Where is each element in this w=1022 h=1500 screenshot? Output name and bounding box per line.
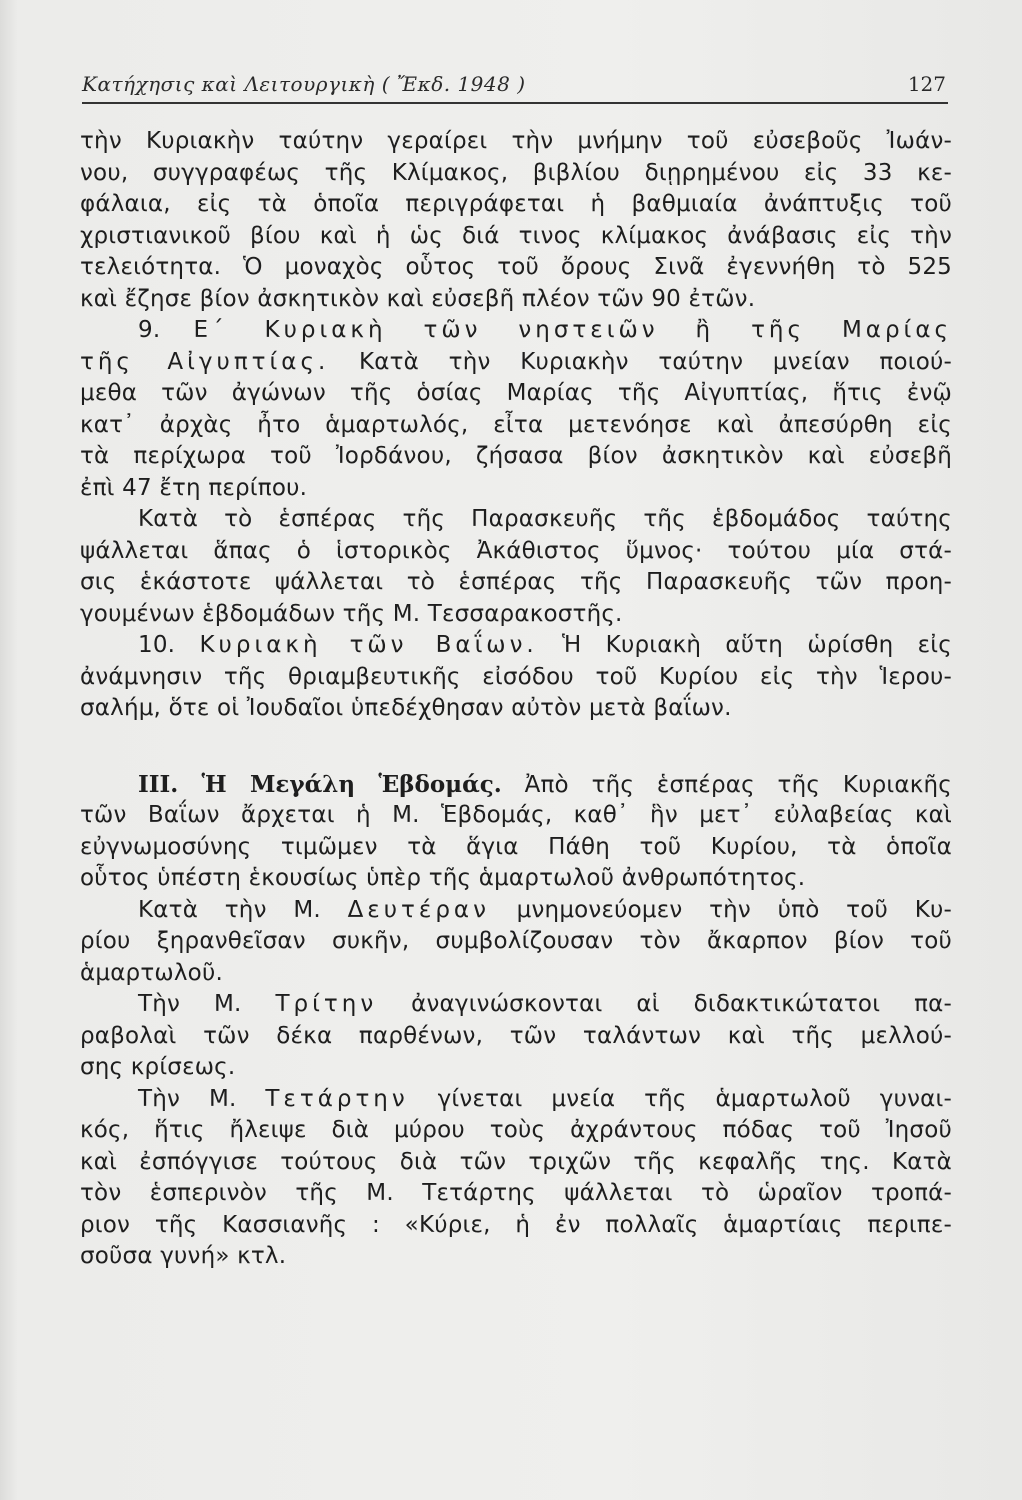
text-line: Κατὰ τὸ ἑσπέρας τῆς Παρασκευῆς τῆς ἑβδομάδος ταύτης — [138, 506, 952, 532]
text-line: κός, ἥτις ἤλειψε διὰ μύρου τοὺς ἀχράντους πόδας τοῦ Ἰησοῦ — [80, 1117, 952, 1143]
text-run: Ἀπὸ τῆς ἑσπέρας τῆς Κυριακῆς — [524, 771, 953, 798]
text-run: Τὴν Μ. — [138, 991, 242, 1017]
section-title: Ε΄ Κυριακὴ τῶν νηστειῶν ἢ τῆς Μαρίας — [193, 317, 952, 343]
text-line: ρίου ξηρανθεῖσαν συκῆν, συμβολίζουσαν τὸν ἄκαρπον βίον τοῦ — [80, 928, 952, 954]
wednesday-line — [80, 1084, 952, 1116]
day-name: Δευτέραν — [347, 896, 490, 923]
text-line: καὶ ἔζησε βίον ἀσκητικὸν καὶ εὐσεβῆ πλέον τῶν 90 ἐτῶν. — [80, 285, 756, 312]
text-line: ψάλλεται ἅπας ὁ ἱστορικὸς Ἀκάθιστος ὕμνος· τούτου μία στά- — [80, 537, 952, 564]
text-line: τὴν Κυριακὴν ταύτην γεραίρει τὴν μνήμην τοῦ εὐσεβοῦς Ἰωάν- — [80, 128, 952, 154]
page-number: 127 — [907, 72, 946, 96]
running-head-title: Κατήχησις καὶ Λειτουργικὴ ( Ἔκδ. 1948 ) — [82, 72, 526, 96]
page-body — [80, 126, 952, 1273]
text-line: σης κρίσεως. — [80, 1054, 236, 1080]
section-10-heading-line — [80, 630, 952, 662]
text-run: Κατὰ τὴν Μ. — [138, 896, 321, 923]
text-line: κατ᾽ ἀρχὰς ἦτο ἁμαρτωλός, εἶτα μετενόησε καὶ ἀπεσύρθη εἰς — [80, 411, 952, 438]
text-line — [80, 347, 952, 379]
monday-line — [80, 895, 952, 927]
text-line: ἐπὶ 47 ἔτη περίπου. — [80, 474, 308, 501]
text-line: τὰ περίχωρα τοῦ Ἰορδάνου, ζήσασα βίον ἀσκητικὸν καὶ εὐσεβῆ — [80, 443, 952, 469]
text-line: γουμένων ἑβδομάδων τῆς Μ. Τεσσαρακοστῆς. — [80, 600, 623, 627]
text-line: ραβολαὶ τῶν δέκα παρθένων, τῶν ταλάντων καὶ τῆς μελλού- — [80, 1022, 952, 1049]
day-name: Τρίτην — [275, 991, 378, 1017]
section-iii-heading-line — [80, 769, 952, 801]
text-run: γίνεται μνεία τῆς ἁμαρτωλοῦ γυναι- — [437, 1085, 952, 1112]
text-line: ἁμαρτωλοῦ. — [80, 959, 223, 986]
text-line: σοῦσα γυνή» κτλ. — [80, 1243, 287, 1269]
text-line: τὸν ἑσπερινὸν τῆς Μ. Τετάρτης ψάλλεται τὸ ὡραῖον τροπά- — [80, 1180, 952, 1206]
section-9-heading-line — [80, 315, 952, 347]
text-line: εὐγνωμοσύνης τιμῶμεν τὰ ἅγια Πάθη τοῦ Κυρίου, τὰ ὁποῖα — [80, 833, 952, 860]
text-line: καὶ ἐσπόγγισε τούτους διὰ τῶν τριχῶν τῆς κεφαλῆς της. Κατὰ — [80, 1148, 952, 1175]
text-line: φάλαια, εἰς τὰ ὁποῖα περιγράφεται ἡ βαθμιαία ἀνάπτυξις τοῦ — [80, 191, 952, 217]
text-run: Κατὰ τὴν Κυριακὴν ταύτην μνείαν ποιού- — [358, 348, 952, 375]
text-run: ἀναγινώσκονται αἱ διδακτικώτατοι πα- — [411, 991, 953, 1017]
text-line: ἀνάμνησιν τῆς θριαμβευτικῆς εἰσόδου τοῦ Κυρίου εἰς τὴν Ἱερου- — [80, 663, 952, 690]
text-run: μνημονεύομεν τὴν ὑπὸ τοῦ Κυ- — [516, 896, 952, 923]
tuesday-line — [80, 989, 952, 1021]
section-title-cont: τῆς Αἰγυπτίας. — [80, 348, 330, 375]
text-line: σις ἑκάστοτε ψάλλεται τὸ ἑσπέρας τῆς Παρασκευῆς τῶν προη- — [80, 569, 952, 595]
text-line: σαλήμ, ὅτε οἱ Ἰουδαῖοι ὑπεδέχθησαν αὐτὸν μετὰ βαΐων. — [80, 695, 732, 721]
section-title: Κυριακὴ τῶν Βαΐων. — [199, 632, 538, 658]
text-run: Ἡ Κυριακὴ αὕτη ὡρίσθη εἰς — [562, 632, 952, 658]
section-number: 10. — [138, 632, 176, 658]
section-number: 9. — [138, 317, 161, 343]
text-line: οὗτος ὑπέστη ἑκουσίως ὑπὲρ τῆς ἁμαρτωλοῦ ἀνθρωπότητος. — [80, 865, 806, 891]
section-heading: III. Ἡ Μεγάλη Ἑβδομάς. — [138, 770, 502, 798]
text-line: ριον τῆς Κασσιανῆς : «Κύριε, ἡ ἐν πολλαῖς ἁμαρτίαις περιπε- — [80, 1211, 952, 1238]
text-line: νου, συγγραφέως τῆς Κλίμακος, βιβλίου διῃρημένου εἰς 33 κε- — [80, 159, 952, 186]
text-line: μεθα τῶν ἀγώνων τῆς ὁσίας Μαρίας τῆς Αἰγυπτίας, ἥτις ἐνῷ — [80, 380, 952, 406]
text-run: Τὴν Μ. — [138, 1085, 237, 1112]
text-line: τελειότητα. Ὁ μοναχὸς οὗτος τοῦ ὄρους Σινᾶ ἐγεννήθη τὸ 525 — [80, 254, 952, 280]
running-head — [82, 72, 948, 104]
section-gap — [80, 725, 952, 769]
text-line: τῶν Βαΐων ἄρχεται ἡ Μ. Ἑβδομάς, καθ᾽ ἣν μετ᾽ εὐλαβείας καὶ — [80, 802, 952, 828]
text-line: χριστιανικοῦ βίου καὶ ἡ ὡς διά τινος κλίμακος ἀνάβασις εἰς τὴν — [80, 222, 952, 249]
day-name: Τετάρτην — [265, 1085, 409, 1112]
